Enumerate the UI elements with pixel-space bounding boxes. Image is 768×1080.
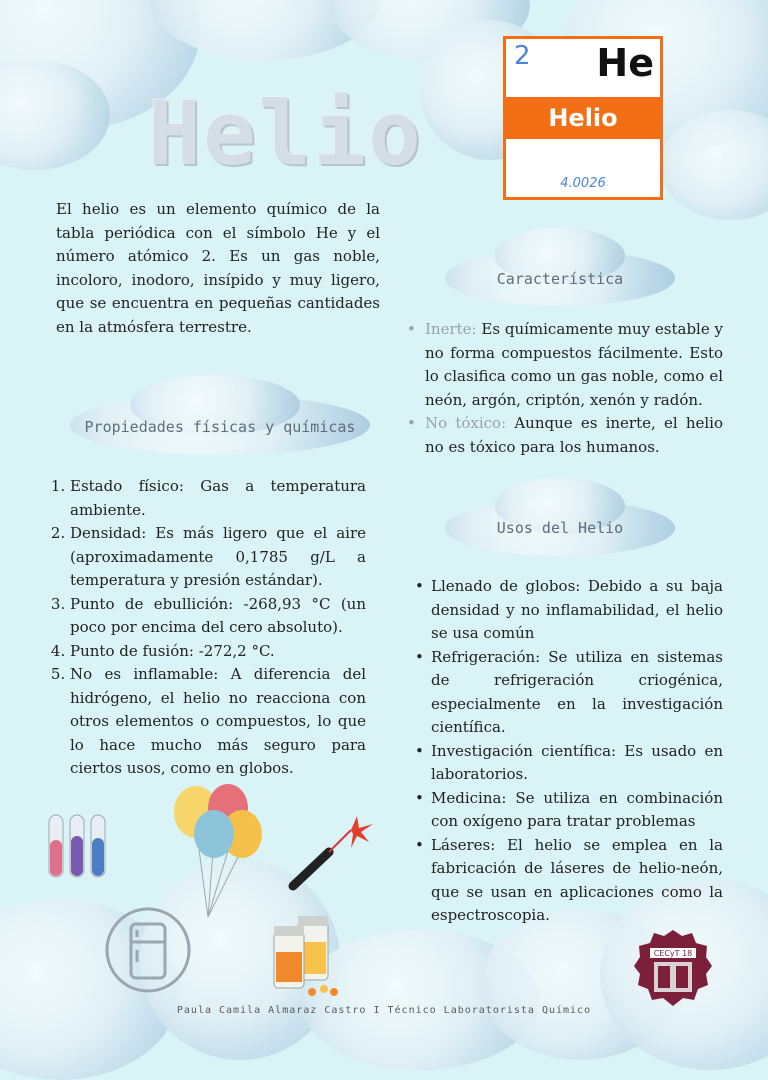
properties-list-item: 4. Punto de fusión: -272,2 °C. (70, 640, 366, 664)
test-tubes-icon (44, 810, 110, 880)
uses-list (415, 575, 723, 928)
element-symbol: He (596, 41, 654, 85)
uses-list-item (415, 646, 723, 740)
characteristic-heading-cloud (445, 228, 675, 308)
uses-item-text: Llenado de globos: Debido a su baja densidad y no inflamabilidad, el helio se usa común (431, 577, 723, 642)
uses-list-item (415, 740, 723, 787)
page-title: Helio (148, 82, 423, 185)
atomic-mass: 4.0026 (560, 176, 606, 191)
characteristic-text: Es químicamente muy estable y no forma compuestos fácilmente. Esto lo clasifica como un gas noble, como el neón, argón, criptón, xenón y radón. (425, 320, 723, 409)
properties-list (56, 475, 366, 781)
properties-list-item: 1. Estado físico: Gas a temperatura ambiente. (70, 475, 366, 522)
characteristic-term: No tóxico: (425, 414, 507, 432)
properties-heading-cloud (70, 375, 370, 455)
characteristic-term: Inerte: (425, 320, 477, 338)
uses-list-item (415, 787, 723, 834)
properties-list-item: 3. Punto de ebullición: -268,93 °C (un poco por encima del cero absoluto). (70, 593, 366, 640)
bullet-icon: • (415, 835, 424, 854)
bullet-icon: • (415, 741, 424, 760)
refrigerator-icon (104, 906, 192, 994)
footer-credit: Paula Camila Almaraz Castro I Técnico Laboratorista Químico (176, 1005, 592, 1016)
element-name: Helio (506, 97, 660, 139)
element-tile (503, 36, 663, 200)
uses-heading-cloud (445, 478, 675, 558)
cecyt-logo (632, 928, 714, 1010)
uses-list-item (415, 575, 723, 646)
characteristic-list-item (405, 318, 723, 412)
atomic-number: 2 (514, 41, 531, 71)
uses-list-item (415, 834, 723, 928)
bullet-icon: • (415, 647, 424, 666)
balloons-icon (168, 782, 264, 922)
uses-item-text: Investigación científica: Es usado en laboratorios. (431, 741, 723, 783)
uses-item-text: Láseres: El helio se emplea en la fabricación de láseres de helio-neón, que se usan en aplicaciones como la espectroscopia. (431, 835, 723, 924)
bullet-icon: • (407, 320, 416, 338)
uses-item-text: Refrigeración: Se utiliza en sistemas de refrigeración criogénica, especialmente en la investigación científica. (431, 647, 723, 736)
characteristic-heading: Característica (496, 270, 624, 288)
bullet-icon: • (415, 788, 424, 807)
bullet-icon: • (407, 414, 416, 432)
characteristics-list (405, 318, 723, 459)
characteristic-text: Aunque es inerte, el helio no es tóxico para los humanos. (425, 414, 723, 456)
characteristic-list-item (405, 412, 723, 459)
uses-item-text: Medicina: Se utiliza en combinación con oxígeno para tratar problemas (431, 788, 723, 830)
intro-paragraph: El helio es un elemento químico de la tabla periódica con el símbolo He y el número atómico 2. Es un gas noble, incoloro, inodoro, insípido y muy ligero, que se encuentra en pequeñas cantidades en la atmósfera terrestre. (56, 200, 380, 336)
properties-list-item: 2. Densidad: Es más ligero que el aire (aproximadamente 0,1785 g/L a temperatura y presión estándar). (70, 522, 366, 593)
logo-text: CECyT 18 (653, 949, 693, 958)
bullet-icon: • (415, 577, 424, 595)
properties-list-item: 5. No es inflamable: A diferencia del hidrógeno, el helio no reacciona con otros elementos o compuestos, lo que lo hace mucho más seguro para ciertos usos, como en globos. (70, 663, 366, 781)
properties-heading: Propiedades físicas y químicas (84, 418, 356, 436)
medicine-bottles-icon (268, 912, 346, 998)
laser-pointer-icon (285, 808, 377, 894)
uses-heading: Usos del Helio (496, 519, 624, 537)
